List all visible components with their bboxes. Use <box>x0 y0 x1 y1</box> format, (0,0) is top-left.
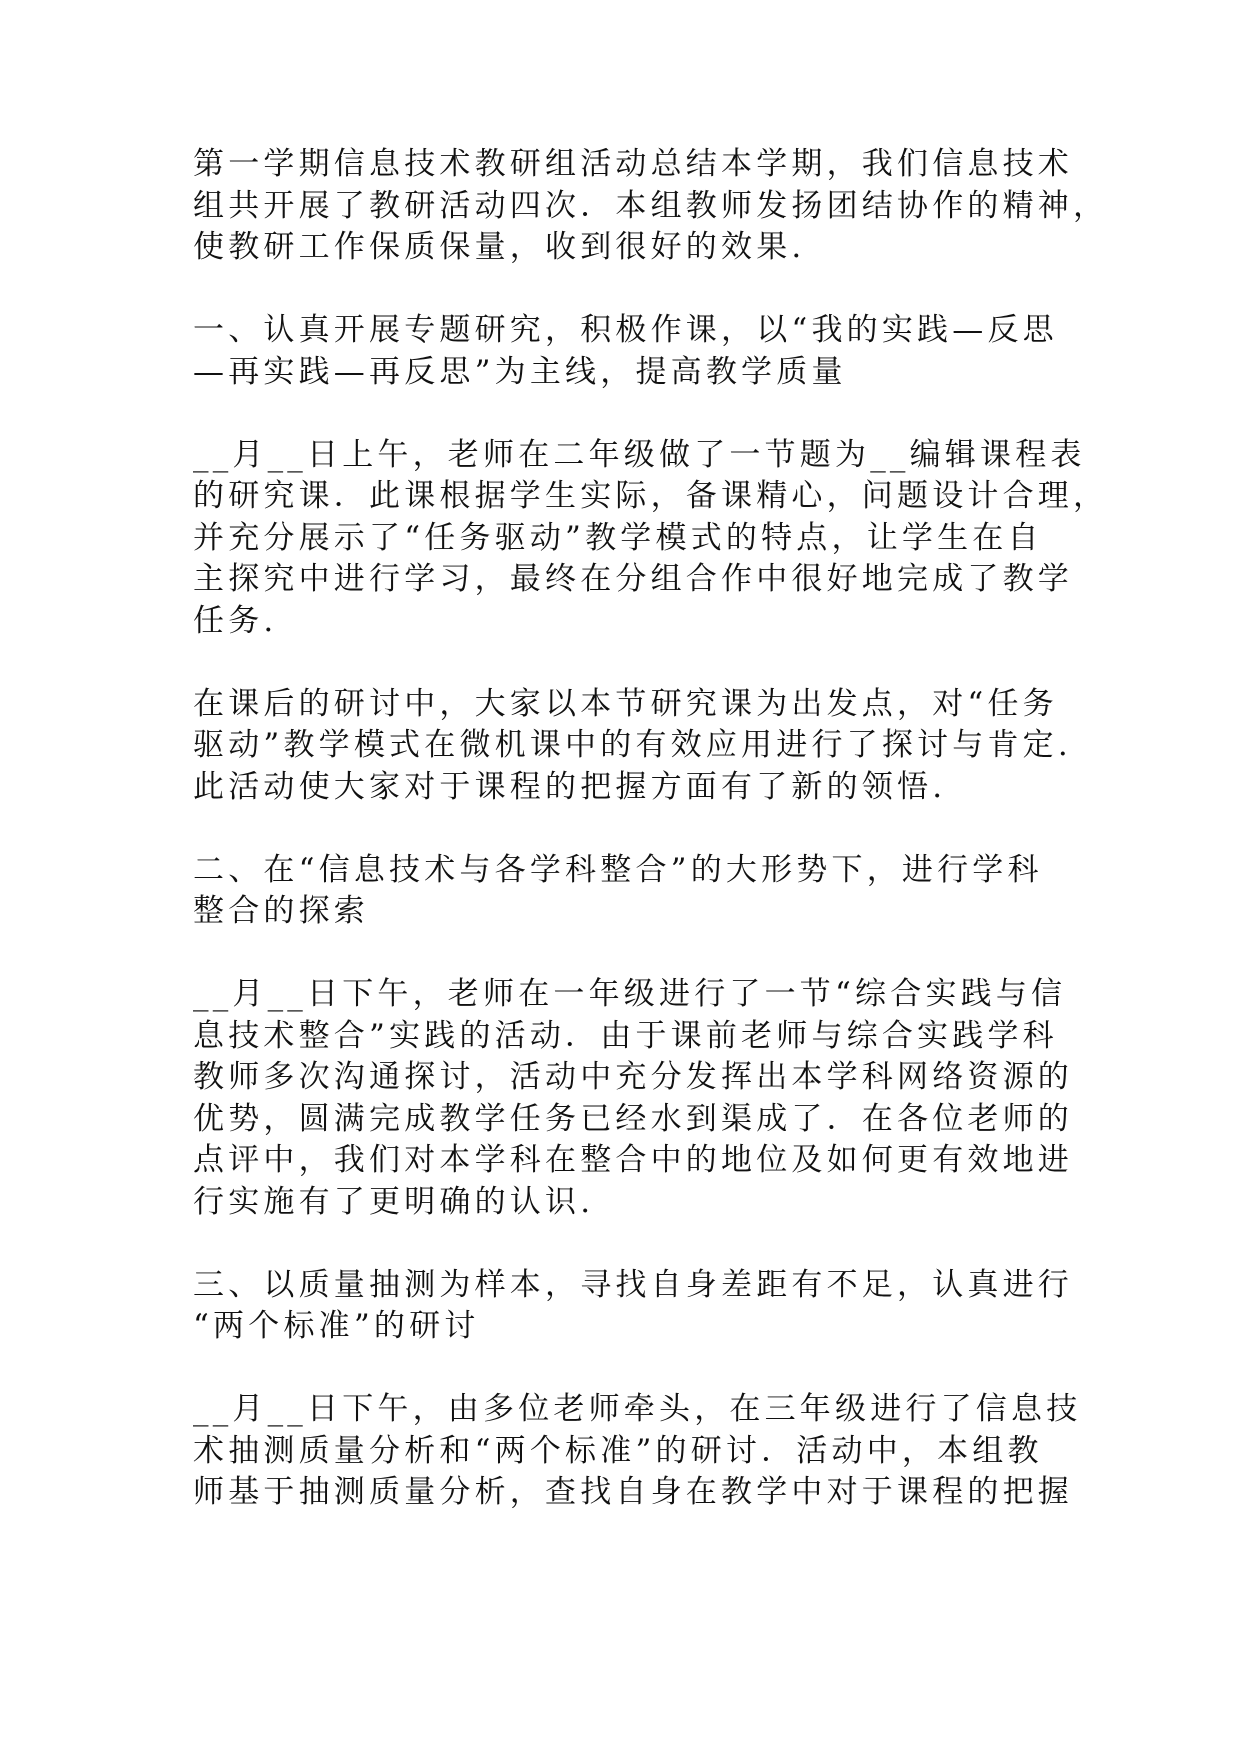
text-line: 驱动”教学模式在微机课中的有效应用进行了探讨与肯定. <box>193 727 1072 763</box>
text-line: 术抽测质量分析和“两个标准”的研讨．活动中，本组教 <box>193 1432 1043 1469</box>
text-line: 整合的探索 <box>193 893 369 929</box>
text-line: 三、以质量抽测为样本，寻找自身差距有不足，认真进行 <box>193 1266 1073 1303</box>
text-line: —再实践—再反思”为主线，提高教学质量 <box>193 353 847 390</box>
text-line: 息技术整合”实践的活动．由于课前老师与综合实践学科 <box>193 1017 1058 1054</box>
text-line: 一、认真开展专题研究，积极作课，以“我的实践—反思 <box>193 312 1058 348</box>
paragraph-research-lesson <box>193 435 1109 643</box>
text-line: 组共开展了教研活动四次．本组教师发扬团结协作的精神， <box>193 187 1109 224</box>
paragraph-quality-analysis <box>193 1389 1082 1514</box>
text-line: 二、在“信息技术与各学科整合”的大形势下，进行学科 <box>193 851 1043 888</box>
text-line: 优势，圆满完成教学任务已经水到渠成了．在各位老师的 <box>193 1100 1073 1137</box>
paragraph-discussion <box>193 684 1072 809</box>
section-heading-1 <box>193 310 1058 393</box>
text-line: __月__日下午，老师在一年级进行了一节“综合实践与信 <box>193 976 1067 1012</box>
text-line: 此活动使大家对于课程的把握方面有了新的领悟. <box>193 768 947 805</box>
text-line: 点评中，我们对本学科在整合中的地位及如何更有效地进 <box>193 1142 1073 1178</box>
text-line: 任务. <box>193 602 278 639</box>
paragraph-intro <box>193 144 1109 269</box>
document-body <box>193 144 1109 1555</box>
text-line: 在课后的研讨中，大家以本节研究课为出发点，对“任务 <box>193 685 1058 722</box>
text-line: 第一学期信息技术教研组活动总结本学期，我们信息技术 <box>193 146 1073 182</box>
text-line: __月__日下午，由多位老师牵头，在三年级进行了信息技 <box>193 1391 1082 1427</box>
text-line: 使教研工作保质保量，收到很好的效果. <box>193 229 806 265</box>
text-line: __月__日上午，老师在二年级做了一节题为__编辑课程表 <box>193 436 1086 473</box>
text-line: “两个标准”的研讨 <box>193 1308 480 1344</box>
paragraph-integration-activity <box>193 974 1073 1223</box>
section-heading-3 <box>193 1265 1073 1348</box>
text-line: 行实施有了更明确的认识. <box>193 1183 595 1220</box>
text-line: 教师多次沟通探讨，活动中充分发挥出本学科网络资源的 <box>193 1059 1073 1095</box>
text-line: 的研究课．此课根据学生实际，备课精心，问题设计合理， <box>193 478 1109 514</box>
text-line: 并充分展示了“任务驱动”教学模式的特点，让学生在自 <box>193 519 1043 556</box>
text-line: 主探究中进行学习，最终在分组合作中很好地完成了教学 <box>193 561 1073 597</box>
section-heading-2 <box>193 850 1043 933</box>
text-line: 师基于抽测质量分析，查找自身在教学中对于课程的把握 <box>193 1474 1073 1510</box>
